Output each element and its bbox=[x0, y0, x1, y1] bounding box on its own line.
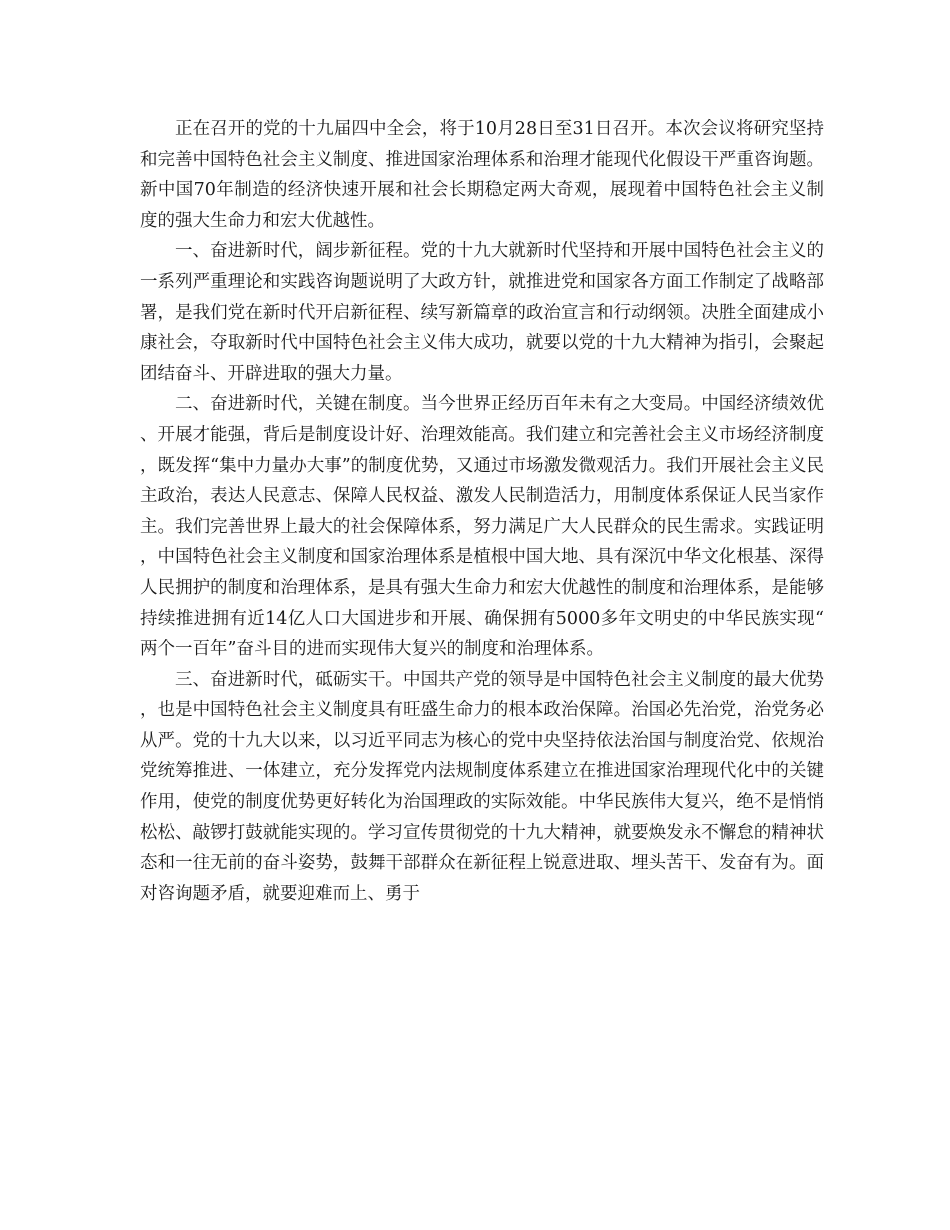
paragraph-section-one: 一、奋进新时代，阔步新征程。党的十九大就新时代坚持和开展中国特色社会主义的一系列严重理论和实践咨询题说明了大政方针，就推进党和国家各方面工作制定了战略部署，是我们党在新时代开启新征程、续写新篇章的政治宣言和行动纲领。决胜全面建成小康社会，夺取新时代中国特色社会主义伟大成功，就要以党的十九大精神为指引，会聚起团结奋斗、开辟进取的强大力量。 bbox=[140, 241, 824, 384]
paragraph-intro: 正在召开的党的十九届四中全会，将于10月28日至31日召开。本次会议将研究坚持和完善中国特色社会主义制度、推进国家治理体系和治理才能现代化假设干严重咨询题。新中国70年制造的经济快速开展和社会长期稳定两大奇观，展现着中国特色社会主义制度的强大生命力和宏大优越性。 bbox=[140, 119, 824, 231]
paragraph-section-three: 三、奋进新时代，砥砺实干。中国共产党的领导是中国特色社会主义制度的最大优势，也是中国特色社会主义制度具有旺盛生命力的根本政治保障。治国必先治党，治党务必从严。党的十九大以来，以习近平同志为核心的党中央坚持依法治国与制度治党、依规治党统筹推进、一体建立，充分发挥党内法规制度体系建立在推进国家治理现代化中的关键作用，使党的制度优势更好转化为治国理政的实际效能。中华民族伟大复兴，绝不是悄悄松松、敲锣打鼓就能实现的。学习宣传贯彻党的十九大精神，就要焕发永不懈怠的精神状态和一往无前的奋斗姿势，鼓舞干部群众在新征程上锐意进取、埋头苦干、发奋有为。面对咨询题矛盾，就要迎难而上、勇于 bbox=[140, 669, 824, 904]
paragraph-section-two: 二、奋进新时代，关键在制度。当今世界正经历百年未有之大变局。中国经济绩效优、开展才能强，背后是制度设计好、治理效能高。我们建立和完善社会主义市场经济制度，既发挥“集中力量办大事”的制度优势，又通过市场激发微观活力。我们开展社会主义民主政治，表达人民意志、保障人民权益、激发人民制造活力，用制度体系保证人民当家作主。我们完善世界上最大的社会保障体系，努力满足广大人民群众的民生需求。实践证明，中国特色社会主义制度和国家治理体系是植根中国大地、具有深沉中华文化根基、深得人民拥护的制度和治理体系，是具有强大生命力和宏大优越性的制度和治理体系，是能够持续推进拥有近14亿人口大国进步和开展、确保拥有5000多年文明史的中华民族实现“两个一百年”奋斗目的进而实现伟大复兴的制度和治理体系。 bbox=[140, 394, 824, 660]
body-text bbox=[140, 114, 824, 909]
